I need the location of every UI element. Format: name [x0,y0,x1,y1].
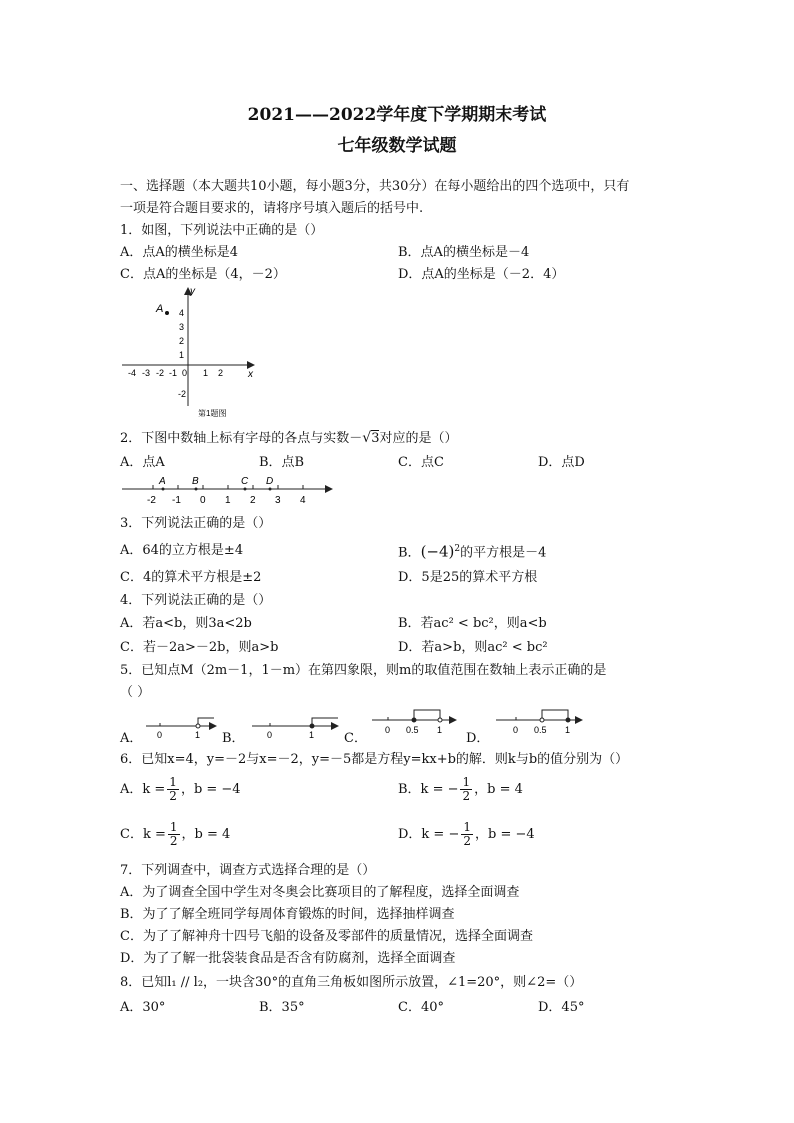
tick-label: 2 [250,495,256,506]
q3-b-post: 的平方根是－4 [460,545,547,561]
q2-option-d: D．点D [538,455,585,470]
tick-label: 1 [195,730,201,740]
q6-a-pre: A．k = [120,782,166,797]
x-tick: -4 [128,368,137,378]
point-label-d: D [266,476,274,487]
section-intro-line1: 一、选择题（本大题共10小题，每小题3分，共30分）在每小题给出的四个选项中，只有 [120,179,630,194]
x-tick: -2 [156,368,165,378]
y-axis-label: y [190,286,195,297]
q8-option-d: D．45° [538,1000,585,1015]
tick-label: 0.5 [534,725,547,735]
tick-label: 1 [565,725,571,735]
q5-option-b-line [248,714,344,742]
figure-caption: 第1题图 [198,409,227,418]
q1-option-d: D．点A的坐标是（－2．4） [398,267,565,282]
q1-option-c: C．点A的坐标是（4，－2） [120,267,286,282]
section-intro-line2: 一项是符合题目要求的，请将序号填入题后的括号中. [120,201,424,216]
x-tick: 0 [182,368,188,378]
x-tick: 1 [203,368,209,378]
q6-option-c [120,821,230,848]
x-tick: -3 [142,368,151,378]
q3-option-a: A．64的立方根是±4 [120,543,244,558]
q7-option-c: C．为了了解神舟十四号飞船的设备及零部件的质量情况，选择全面调查 [120,929,533,944]
tick-label: 0 [200,495,206,506]
q2-stem-post: 对应的是（） [379,431,458,446]
y-tick: -2 [178,389,187,399]
q8-option-c: C．40° [398,1000,444,1015]
q3-b-pre: B． [398,545,421,561]
q2-stem-pre: 2．下图中数轴上标有字母的各点与实数－ [120,431,363,446]
q1-option-a: A．点A的横坐标是4 [120,245,239,260]
q5-option-d-line [492,706,588,736]
exam-title: 2021——2022学年度下学期期末考试 [247,105,547,125]
tick-label: 0 [385,725,391,735]
sqrt-sign: √ [362,430,372,446]
q3-option-b [398,541,546,561]
q7-option-a: A．为了调查全国中学生对冬奥会比赛项目的了解程度，选择全面调查 [120,885,520,900]
q8-option-b: B．35° [259,1000,305,1015]
q6-b-pre: B．k = − [398,782,459,797]
q3-b-base: (−4) [420,542,455,561]
point-a-label: A [156,303,164,315]
q2-option-a: A．点A [120,455,165,470]
x-axis-label: x [248,369,253,380]
q6-d-pre: D．k = − [398,827,460,842]
tick-label: 0.5 [406,725,419,735]
q2-option-b: B．点B [259,455,305,470]
y-tick: 1 [179,350,185,360]
tick-label: 3 [275,495,281,506]
q6-option-b [398,776,523,803]
q6-d-post: ，b = −4 [475,827,535,842]
point-a [165,311,169,315]
q1-option-b: B．点A的横坐标是－4 [398,245,530,260]
q1-stem: 1．如图，下列说法中正确的是（） [120,223,324,238]
exam-subtitle: 七年级数学试题 [337,136,457,156]
tick-label: 1 [309,730,315,740]
q3-option-c: C．4的算术平方根是±2 [120,570,262,585]
q4-option-b: B．若ac² < bc²，则a<b [398,616,547,631]
q2-radicand: 3 [371,431,380,446]
y-tick: 3 [179,322,185,332]
q5-paren: （ ） [120,685,151,700]
point-label-b: B [192,476,199,487]
q6-option-a [120,776,241,803]
q7-option-b: B．为了了解全班同学每周体育锻炼的时间，选择抽样调查 [120,907,455,922]
q2-number-line [118,470,340,510]
q2-stem [120,430,458,447]
y-tick: 2 [179,336,185,346]
tick-label: 0 [157,730,163,740]
tick-label: -1 [172,495,181,506]
q5-label-a: A． [120,731,143,746]
q4-option-d: D．若a>b，则ac² < bc² [398,640,548,655]
x-tick: 2 [218,368,224,378]
q4-option-a: A．若a<b，则3a<2b [120,616,252,631]
q5-stem: 5．已知点M（2m－1，1－m）在第四象限，则m的取值范围在数轴上表示正确的是 [120,663,607,678]
fraction: $\frac{1}{2}$ [169,775,177,803]
q2-option-c: C．点C [398,455,444,470]
q3-stem: 3．下列说法正确的是（） [120,516,272,531]
q3-b-exp: 2 [454,544,461,554]
q5-label-d: D． [466,731,490,746]
tick-label: 0 [267,730,273,740]
q5-option-a-line [142,714,222,742]
tick-label: -2 [147,495,156,506]
x-tick: -1 [169,368,178,378]
q6-c-post: ，b = 4 [181,827,231,842]
q4-option-c: C．若－2a>－2b，则a>b [120,640,279,655]
q6-c-pre: C．k = [120,827,166,842]
q8-option-a: A．30° [120,1000,166,1015]
tick-label: 1 [225,495,231,506]
q6-b-post: ，b = 4 [474,782,523,797]
q5-option-c-line [368,706,462,736]
point-label-a: A [159,476,166,487]
q5-label-c: C． [344,731,367,746]
tick-label: 0 [513,725,519,735]
q7-stem: 7．下列调查中，调查方式选择合理的是（） [120,863,376,878]
fraction: $\frac{1}{2}$ [169,820,178,848]
y-tick: 4 [179,308,185,318]
q3-option-d: D．5是25的算术平方根 [398,570,538,585]
q6-a-post: ，b = −4 [180,782,241,797]
q4-stem: 4．下列说法正确的是（） [120,593,272,608]
fraction: $\frac{1}{2}$ [462,775,471,803]
fraction: $\frac{1}{2}$ [463,820,471,848]
q6-option-d [398,821,535,848]
q5-label-b: B． [222,731,245,746]
q6-stem: 6．已知x=4，y=－2与x=－2，y=－5都是方程y=kx+b的解．则k与b的值分别为（） [120,752,629,767]
point-label-c: C [241,476,249,487]
q8-stem: 8．已知l₁ // l₂，一块含30°的直角三角板如图所示放置，∠1=20°，则∠2=（） [120,975,583,990]
q7-option-d: D．为了了解一批袋装食品是否含有防腐剂，选择全面调查 [120,951,456,966]
tick-label: 4 [300,495,306,506]
q1-coordinate-figure [118,282,268,422]
tick-label: 1 [437,725,443,735]
